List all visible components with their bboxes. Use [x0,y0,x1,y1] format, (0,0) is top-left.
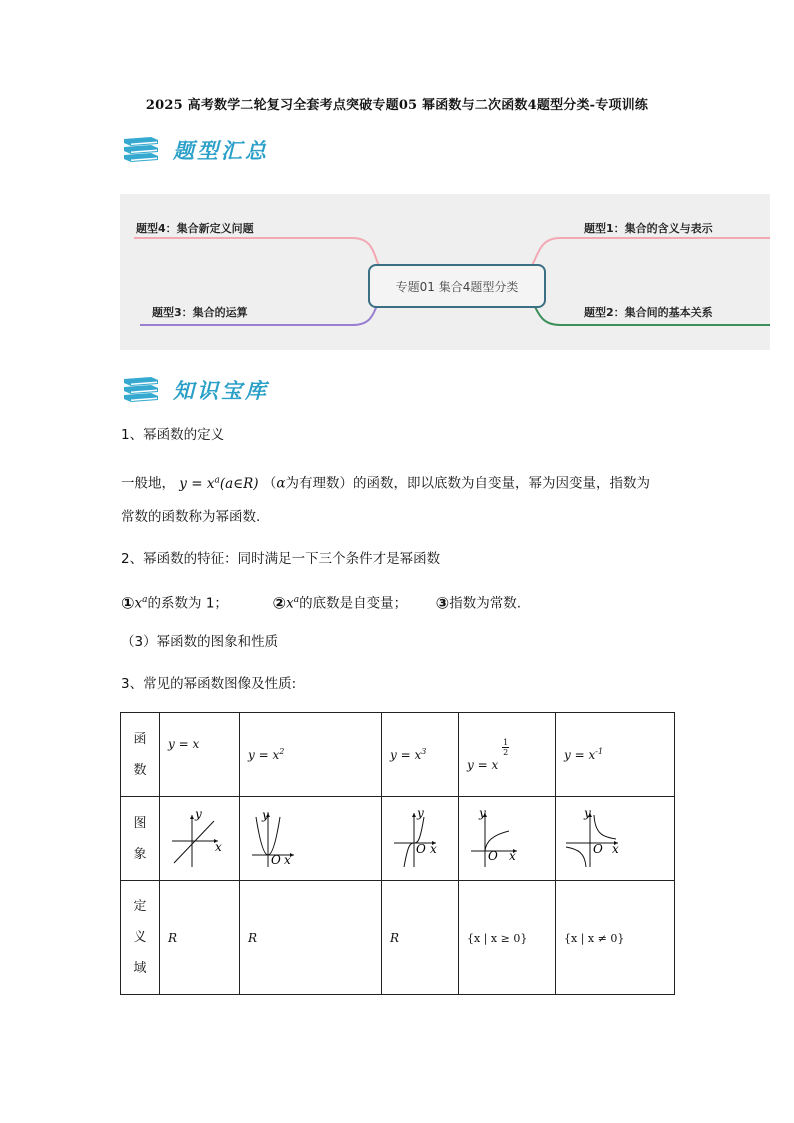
heading-power-function-definition: 1、幂函数的定义 [121,427,225,443]
table-row-graph [121,797,675,881]
graph-y-equals-sqrt-x [467,809,527,869]
graph-cell-4 [459,797,556,881]
row-header-domain [121,881,160,995]
row-header-char: 图 [133,815,147,831]
definition-formula [179,476,258,492]
heading-power-function-features: 2、幂函数的特征：同时满足一下三个条件才是幂函数 [121,551,441,567]
domain-value: R [390,930,400,945]
function-cell-1 [160,713,240,797]
books-icon [121,135,161,165]
table-row-function [121,713,675,797]
function-exponent: 2 [279,747,285,756]
mindmap-center-node: 专题01 集合4题型分类 [368,264,546,308]
axis-x-label: x [509,848,516,863]
origin-label: O [593,841,603,856]
condition-1-marker: ① [121,593,135,613]
domain-value: {x | x ≠ 0} [564,931,625,945]
axis-x-label: x [215,839,222,854]
axis-y-label: y [417,808,424,820]
heading-graph-properties: （3）幂函数的图象和性质 [121,634,279,650]
domain-cell-1 [160,881,240,995]
heading-common-power-graphs: 3、常见的幂函数图像及性质: [121,676,297,692]
domain-cell-2 [240,881,382,995]
axis-x-label: x [612,841,619,856]
graph-cell-1 [160,797,240,881]
definition-line-1 [121,470,650,494]
origin-label: O [488,848,498,863]
fraction-denominator: 2 [503,747,509,757]
domain-cell-4 [459,881,556,995]
domain-cell-3 [382,881,459,995]
feature-conditions [121,590,521,614]
function-exponent: -1 [595,747,604,756]
condition-3-marker: ③ [435,593,450,613]
row-header-char: 象 [133,846,147,862]
condition-2-text: 的底数是自变量； [299,595,408,612]
condition-3-text: 指数为常数. [449,595,522,612]
origin-label: O [416,841,426,856]
condition-2-marker: ② [272,593,287,613]
row-header-char: 数 [133,762,147,778]
power-function-table [120,712,675,995]
axis-y-label: y [195,808,202,821]
function-label: y = x [564,748,596,762]
row-header-char: 定 [133,899,147,914]
function-cell-5 [556,713,675,797]
graph-cell-3 [382,797,459,881]
function-fraction-exponent [502,738,509,757]
mindmap-branch-type3: 题型3：集合的运算 [152,306,248,319]
function-label: y = x [390,748,422,762]
condition-2-exp: a [293,595,300,605]
graph-y-equals-x-inverse [564,809,626,869]
domain-value: R [248,930,258,945]
axis-x-label: x [284,852,291,867]
definition-rest: 为有理数）的函数，即以底数为自变量，幂为因变量，指数为 [285,475,650,492]
mindmap [120,194,770,350]
table-row-domain [121,881,675,995]
axis-y-label: y [479,808,486,820]
row-header-function [121,713,160,797]
graph-y-equals-x-squared [248,809,304,869]
section-label-summary: 题型汇总 [173,138,269,163]
axis-y-label: y [584,808,591,820]
row-header-graph [121,797,160,881]
function-exponent: 3 [421,747,427,756]
function-label: y = x [467,757,499,772]
definition-alpha: α [276,475,286,492]
definition-formula-base: y = x [179,475,215,492]
function-cell-3 [382,713,459,797]
graph-y-equals-x-cubed [390,809,446,869]
section-label-knowledge: 知识宝库 [173,378,269,403]
graph-cell-2 [240,797,382,881]
section-header-knowledge [121,372,269,408]
fraction-numerator: 1 [503,737,509,747]
function-label: y = x [168,737,200,751]
definition-formula-cond: (a∈R) [219,475,259,492]
mindmap-branch-type1: 题型1：集合的含义与表示 [584,222,713,235]
definition-formula-exp: a [214,475,220,485]
domain-value: R [168,930,178,945]
axis-x-label: x [430,841,437,856]
row-header-char: 函 [133,731,147,747]
graph-y-equals-x [168,809,224,869]
origin-label: O [271,852,281,867]
mindmap-branch-type2: 题型2：集合间的基本关系 [584,306,713,319]
books-icon [121,375,161,405]
definition-line-2: 常数的函数称为幂函数. [121,509,261,525]
row-header-char: 义 [133,930,147,945]
domain-cell-5 [556,881,675,995]
condition-1-exp: a [142,595,148,605]
function-cell-2 [240,713,382,797]
axis-y-label: y [262,808,269,822]
domain-value: {x | x ≥ 0} [467,931,528,945]
graph-cell-5 [556,797,675,881]
condition-1-base: x [134,595,143,612]
definition-prefix: 一般地， [121,475,175,492]
mindmap-branch-type4: 题型4：集合新定义问题 [136,222,254,235]
condition-1-text: 的系数为 1； [147,595,228,612]
row-header-char: 域 [133,961,147,976]
function-label: y = x [248,748,280,762]
condition-2-base: x [286,595,294,612]
definition-paren: （ [262,475,277,492]
document-title: 2025 高考数学二轮复习全套考点突破专题05 幂函数与二次函数4题型分类-专项训练 [145,98,649,113]
section-header-summary [121,132,269,168]
function-cell-4 [459,713,556,797]
